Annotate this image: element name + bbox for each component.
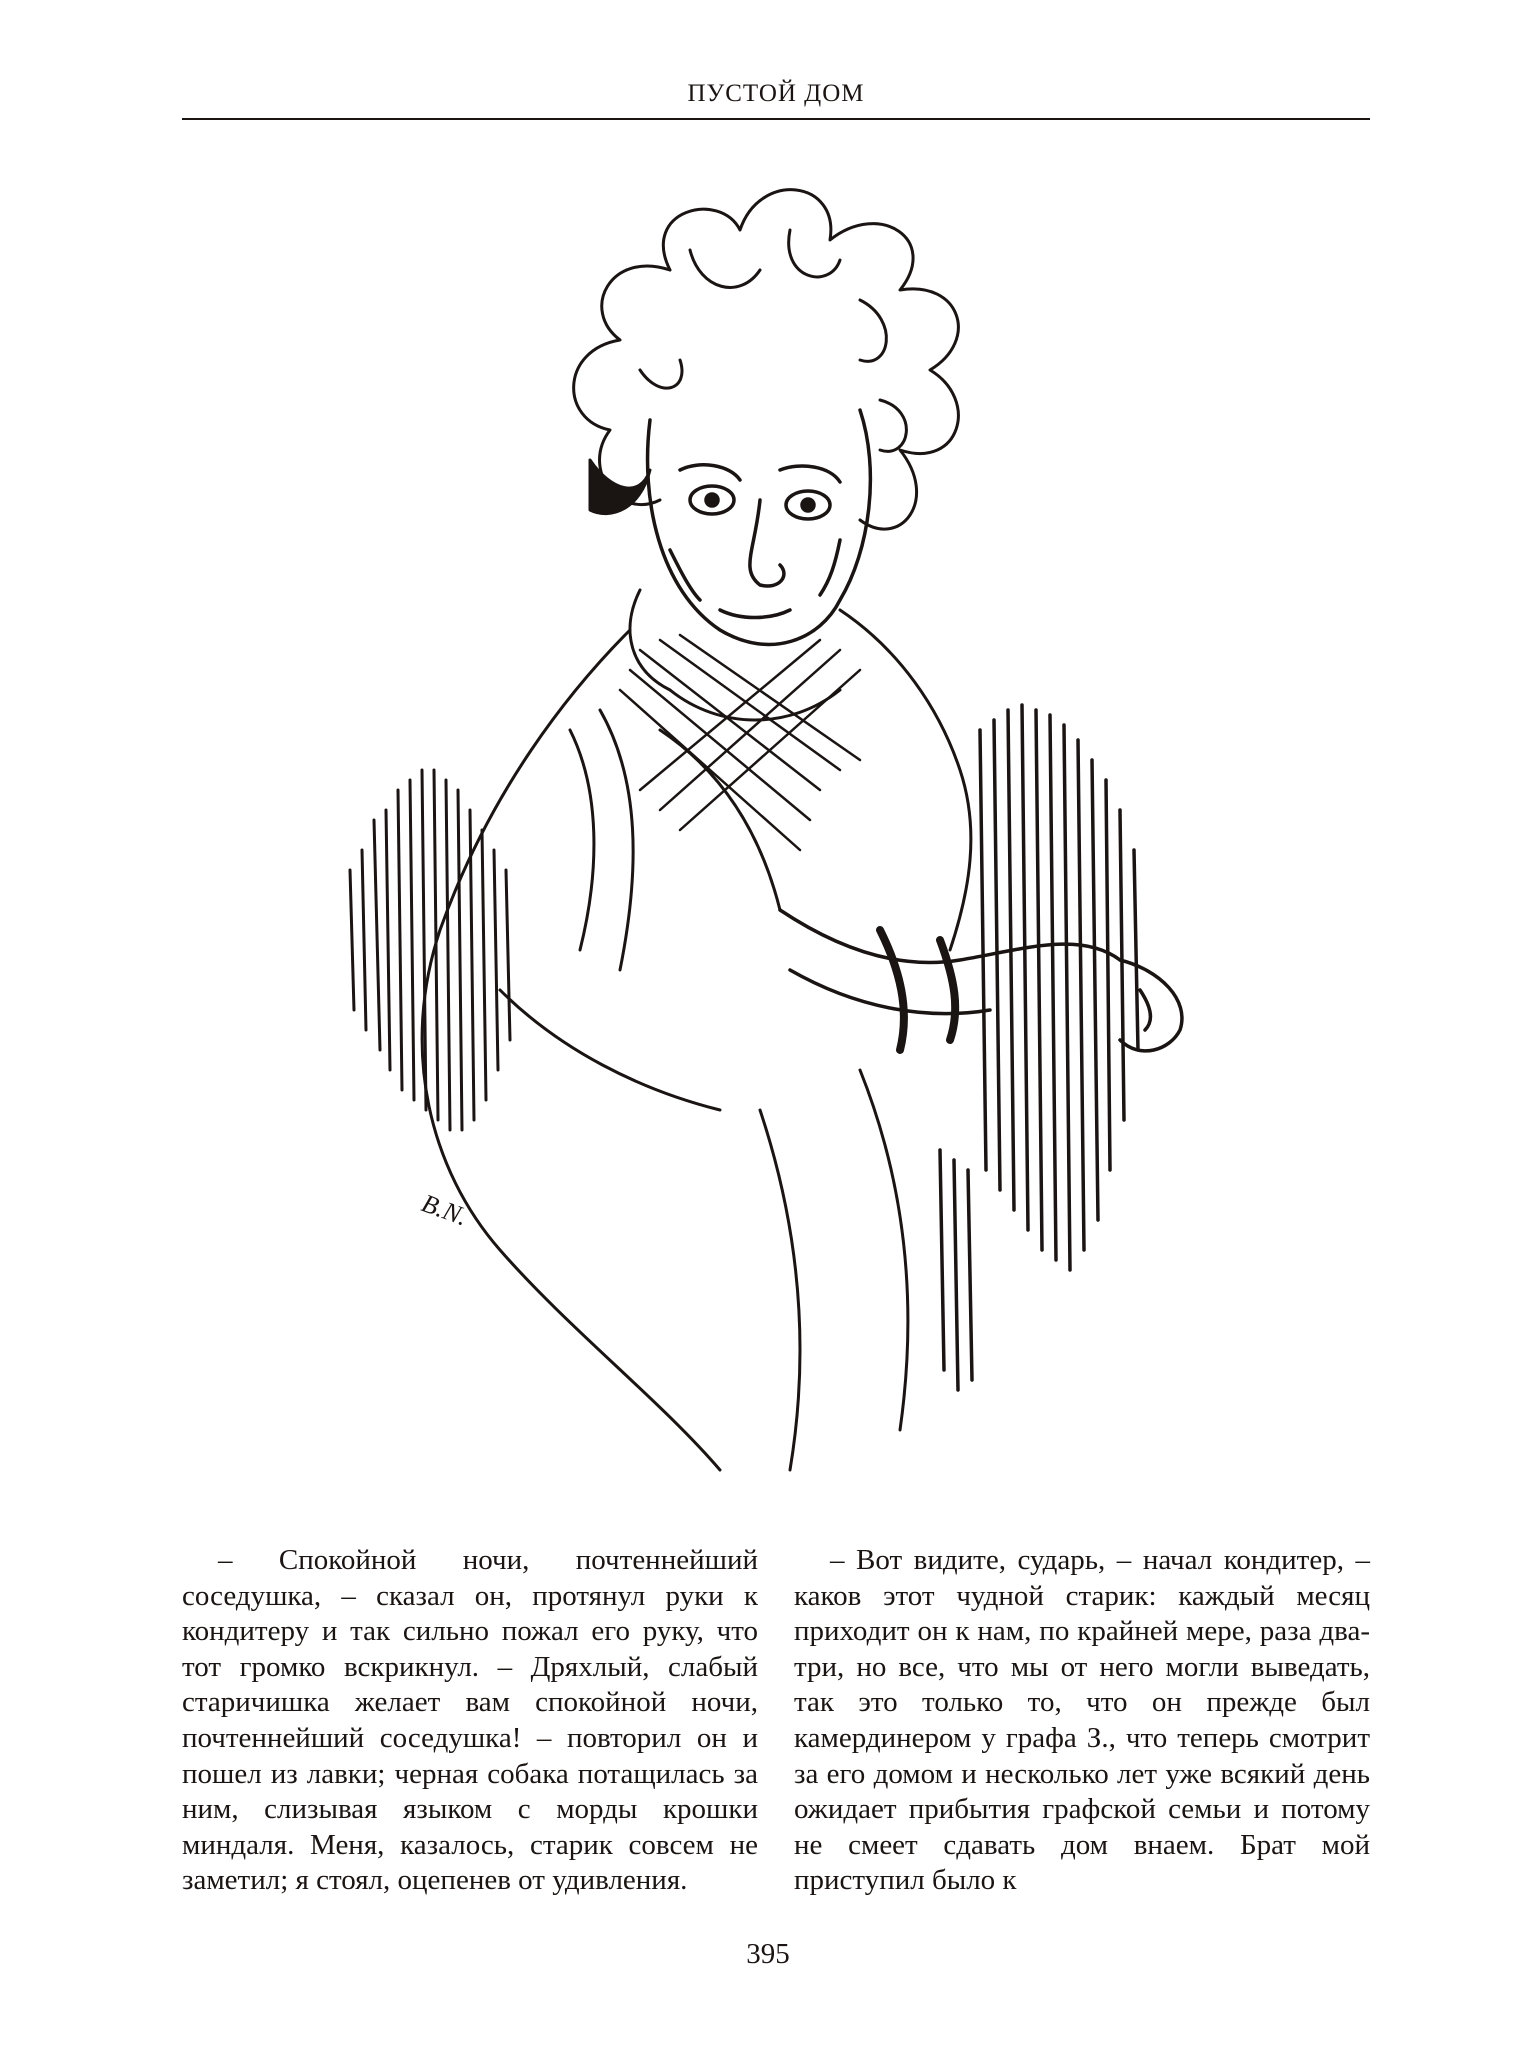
- coat: [422, 610, 971, 1470]
- page-number: 395: [746, 1938, 790, 1970]
- face: [648, 410, 871, 644]
- collar-bow: [590, 460, 670, 690]
- text-column-right: [794, 1543, 1370, 1899]
- apron: [760, 1070, 908, 1470]
- running-head: ПУСТОЙ ДОМ: [687, 80, 865, 107]
- text-column-left: [182, 1543, 758, 1899]
- hair-curls: [574, 190, 959, 529]
- engraving-drawing: [340, 170, 1220, 1520]
- header-rule: [182, 118, 1370, 120]
- artist-signature: B.N.: [417, 1188, 472, 1232]
- shoulder-shading: [620, 635, 860, 850]
- paragraph-right: – Вот видите, сударь, – начал кондитер, – каков этот чудной старик: каждый месяц приходит он к нам, по крайней мере, раза два-три, но все, что мы от него могли выведать, так это только то, что он прежде был камердинером у графа З., что теперь смотрит за его домом и несколько лет уже всякий день ожидает прибытия графской семьи и потому не смеет сдавать дом внаем. Брат мой приступил было к: [794, 1544, 1370, 1897]
- paragraph-left: – Спокойной ночи, почтеннейший соседушка, – сказал он, протянул руки к кондитеру и так сильно пожал его руку, что тот громко вскрикнул. – Дряхлый, слабый старичишка желает вам спокойной ночи, почтеннейший соседушка! – повторил он и пошел из лавки; черная собака потащилась за ним, слизывая языком с морды крошки миндаля. Меня, казалось, старик совсем не заметил; я стоял, оцепенев от удивления.: [182, 1544, 758, 1897]
- illustration-old-man: [340, 170, 1220, 1520]
